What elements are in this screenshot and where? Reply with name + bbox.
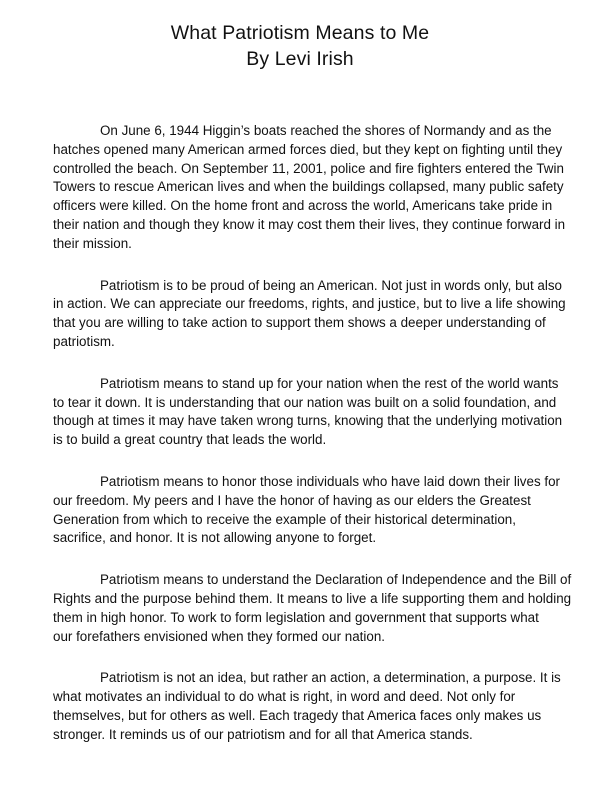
text-line: to tear it down. It is understanding that our nation was built on a solid foundation, and [53, 394, 557, 410]
document-title: What Patriotism Means to Me [170, 22, 430, 44]
text-line: their mission. [53, 235, 132, 251]
text-line: that you are willing to take action to support them shows a deeper understanding of [53, 315, 546, 331]
document-header [0, 20, 600, 72]
text-line: what motivates an individual to do what is right, in word and deed. Not only for [53, 689, 516, 705]
text-line: Patriotism means to honor those individuals who have laid down their lives for [100, 473, 560, 489]
paragraph-3 [53, 375, 593, 450]
text-line: in action. We can appreciate our freedoms, rights, and justice, but to live a life showing [53, 296, 566, 312]
text-line: our forefathers envisioned when they formed our nation. [53, 628, 385, 644]
text-line: is to build a great country that leads the world. [53, 432, 327, 448]
paragraph-5 [53, 571, 593, 646]
text-line: stronger. It reminds us of our patriotism and for all that America stands. [53, 726, 473, 742]
text-line: hatches opened many American armed forces died, but they kept on fighting until they [53, 141, 563, 157]
text-line: Patriotism is not an idea, but rather an action, a determination, a purpose. It is [100, 670, 561, 686]
text-line: Rights and the purpose behind them. It means to live a life supporting them and holding [53, 590, 572, 606]
text-line: Patriotism is to be proud of being an American. Not just in words only, but also [100, 277, 562, 293]
text-line: them in high honor. To work to form legislation and government that supports what [53, 609, 539, 625]
document-body [53, 122, 593, 768]
text-line: On June 6, 1944 Higgin’s boats reached the shores of Normandy and as the [100, 123, 552, 138]
text-line: Patriotism means to understand the Declaration of Independence and the Bill of [100, 572, 572, 588]
paragraph-2 [53, 277, 593, 352]
paragraph-6 [53, 669, 593, 744]
text-line: Towers to rescue American lives and when the buildings collapsed, many public safety [53, 179, 564, 195]
text-line: patriotism. [53, 333, 115, 349]
paragraph-1 [53, 122, 593, 254]
text-line: Generation from which to receive the example of their historical determination, [53, 511, 516, 527]
text-line: sacrifice, and honor. It is not allowing anyone to forget. [53, 530, 377, 546]
text-line: though at times it may have taken wrong turns, knowing that the underlying motivation [53, 413, 563, 429]
text-line: their nation and though they know it may cost them their lives, they continue forward in [53, 216, 566, 232]
text-line: themselves, but for others as well. Each tragedy that America faces only makes us [53, 707, 542, 723]
text-line: officers were killed. On the home front and across the world, Americans take pride in [53, 198, 553, 214]
paragraph-4 [53, 473, 593, 548]
text-line: our freedom. My peers and I have the honor of having as our elders the Greatest [53, 492, 531, 508]
document-author: By Levi Irish [246, 48, 354, 70]
text-line: controlled the beach. On September 11, 2001, police and fire fighters entered the Twin [53, 160, 564, 176]
text-line: Patriotism means to stand up for your nation when the rest of the world wants [100, 375, 559, 391]
